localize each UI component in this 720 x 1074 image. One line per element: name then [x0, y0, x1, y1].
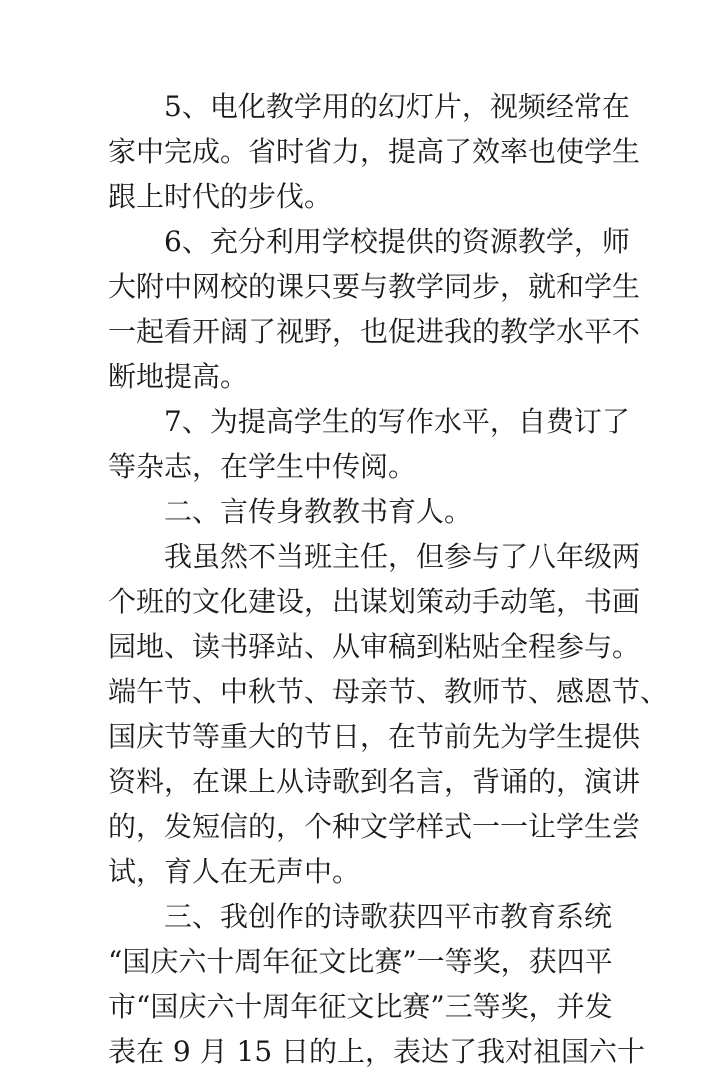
text-line: 我虽然不当班主任，但参与了八年级两 [164, 540, 641, 573]
text-line: 资料，在课上从诗歌到名言，背诵的，演讲 [108, 765, 641, 798]
text-line: “国庆六十周年征文比赛”一等奖，获四平 [108, 945, 613, 978]
text-line: 一起看开阔了视野，也促进我的教学水平不 [108, 315, 641, 348]
text-line: 5、电化教学用的幻灯片，视频经常在 [164, 90, 630, 123]
text-line: 跟上时代的步伐。 [108, 180, 333, 213]
section-heading: 二、言传身教教书育人。 [164, 495, 473, 528]
text-line: 断地提高。 [108, 360, 249, 393]
document-body [108, 84, 669, 1074]
text-line: 6、充分利用学校提供的资源教学，师 [164, 225, 630, 258]
text-line: 园地、读书驿站、从审稿到粘贴全程参与。 [108, 630, 641, 663]
text-line: 市“国庆六十周年征文比赛”三等奖，并发 [108, 990, 613, 1023]
text-line: 7、为提高学生的写作水平，自费订了 [164, 405, 630, 438]
section-heading: 三、我创作的诗歌获四平市教育系统 [164, 900, 613, 933]
text-line: 大附中网校的课只要与教学同步，就和学生 [108, 270, 641, 303]
text-line: 国庆节等重大的节日，在节前先为学生提供 [108, 720, 641, 753]
text-line: 端午节、中秋节、母亲节、教师节、感恩节、 [108, 675, 669, 708]
text-line: 的，发短信的，个种文学样式一一让学生尝 [108, 810, 641, 843]
text-line: 家中完成。省时省力，提高了效率也使学生 [108, 135, 641, 168]
text-line: 试，育人在无声中。 [108, 855, 361, 888]
text-line: 个班的文化建设，出谋划策动手动笔，书画 [108, 585, 641, 618]
text-line: 表在 9 月 15 日的上，表达了我对祖国六十 [108, 1035, 646, 1068]
text-line: 等杂志，在学生中传阅。 [108, 450, 417, 483]
